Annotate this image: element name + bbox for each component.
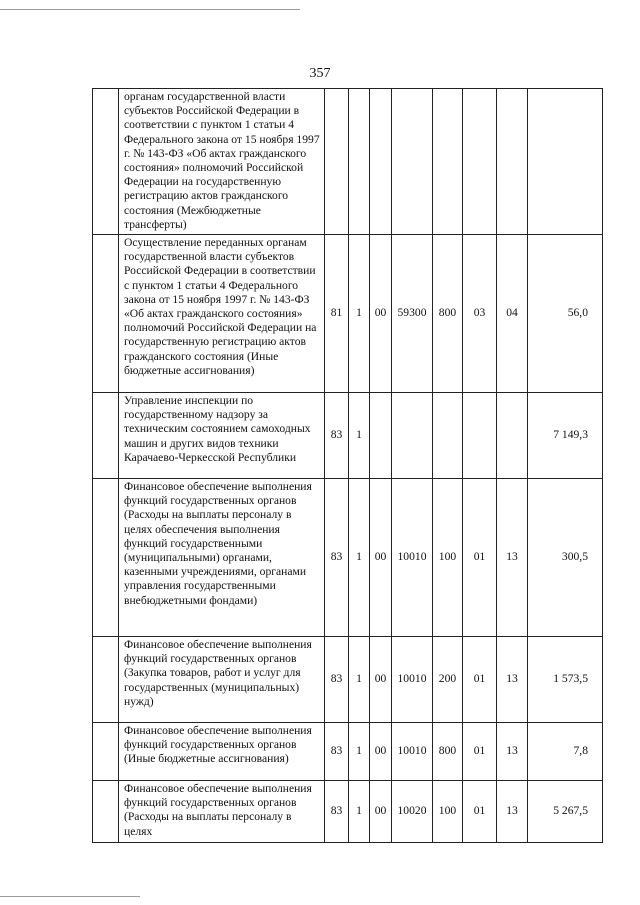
table-row [93,479,603,637]
expense-name-cell: Финансовое обеспечение выполнения функций государственных органов (Иные бюджетные ассигнования) [119,723,325,781]
code-cell: 1 [349,479,370,637]
table-row [93,235,603,393]
code-cell: 1 [349,637,370,723]
code-cell: 03 [463,235,497,393]
code-cell: 01 [463,637,497,723]
table-row [93,637,603,723]
code-cell: 01 [463,781,497,843]
code-cell: 00 [370,781,392,843]
amount-cell: 7 149,3 [528,393,603,479]
row-number-cell [93,723,119,781]
code-cell: 100 [433,781,463,843]
table-row [93,393,603,479]
code-cell: 100 [433,479,463,637]
code-cell: 1 [349,723,370,781]
amount-cell: 7,8 [528,723,603,781]
expense-name-cell: Финансовое обеспечение выполнения функций государственных органов (Расходы на выплаты персоналу в целях обеспечения выполнения функций государственными (муниципальными) органами, казенными учреждениями, органами управления государственными внебюджетными фондами) [119,479,325,637]
code-cell [433,393,463,479]
code-cell: 01 [463,479,497,637]
code-cell: 10020 [392,781,433,843]
row-number-cell [93,637,119,723]
code-cell: 1 [349,393,370,479]
code-cell: 00 [370,235,392,393]
code-cell: 800 [433,235,463,393]
amount-cell: 1 573,5 [528,637,603,723]
scan-edge-line-bottom [0,896,140,897]
row-number-cell [93,781,119,843]
code-cell: 10010 [392,723,433,781]
code-cell: 13 [497,637,528,723]
amount-cell: 5 267,5 [528,781,603,843]
code-cell: 00 [370,637,392,723]
code-cell: 200 [433,637,463,723]
row-number-cell [93,235,119,393]
code-cell [370,393,392,479]
budget-table [92,88,603,843]
code-cell: 10010 [392,637,433,723]
amount-cell [528,89,603,235]
code-cell [497,393,528,479]
code-cell [392,89,433,235]
admin-code-cell [325,89,349,235]
code-cell: 13 [497,781,528,843]
code-cell [463,89,497,235]
admin-code-cell: 83 [325,637,349,723]
code-cell [433,89,463,235]
expense-name-cell: органам государственной власти субъектов Российской Федерации в соответствии с пунктом 1 статьи 4 Федерального закона от 15 ноября 1997 г. № 143-ФЗ «Об актах гражданского состояния» полномочий Российской Федерации на государственную регистрацию актов гражданского состояния (Межбюджетные трансферты) [119,89,325,235]
code-cell [349,89,370,235]
code-cell: 01 [463,723,497,781]
code-cell: 10010 [392,479,433,637]
code-cell: 00 [370,479,392,637]
admin-code-cell: 83 [325,393,349,479]
code-cell: 1 [349,781,370,843]
expense-name-cell: Финансовое обеспечение выполнения функций государственных органов (Расходы на выплаты персоналу в целях [119,781,325,843]
code-cell: 1 [349,235,370,393]
code-cell: 13 [497,723,528,781]
expense-name-cell: Управление инспекции по государственному надзору за техническим состоянием самоходных машин и других видов техники Карачаево-Черкесской Республики [119,393,325,479]
table-row [93,89,603,235]
row-number-cell [93,89,119,235]
expense-name-cell: Осуществление переданных органам государственной власти субъектов Российской Федерации в соответствии с пунктом 1 статьи 4 Федерального закона от 15 ноября 1997 г. № 143-ФЗ «Об актах гражданского состояния» полномочий Российской Федерации на государственную регистрацию актов гражданского состояния (Иные бюджетные ассигнования) [119,235,325,393]
code-cell [370,89,392,235]
row-number-cell [93,479,119,637]
admin-code-cell: 83 [325,781,349,843]
admin-code-cell: 83 [325,723,349,781]
code-cell: 04 [497,235,528,393]
admin-code-cell: 83 [325,479,349,637]
row-number-cell [93,393,119,479]
amount-cell: 300,5 [528,479,603,637]
admin-code-cell: 81 [325,235,349,393]
table-row [93,723,603,781]
table-row [93,781,603,843]
code-cell [392,393,433,479]
code-cell: 00 [370,723,392,781]
code-cell [497,89,528,235]
page-number: 357 [309,66,331,81]
code-cell [463,393,497,479]
amount-cell: 56,0 [528,235,603,393]
code-cell: 800 [433,723,463,781]
code-cell: 59300 [392,235,433,393]
expense-name-cell: Финансовое обеспечение выполнения функций государственных органов (Закупка товаров, работ и услуг для государственных (муниципальных) нужд) [119,637,325,723]
code-cell: 13 [497,479,528,637]
scan-edge-line-top [0,9,300,10]
